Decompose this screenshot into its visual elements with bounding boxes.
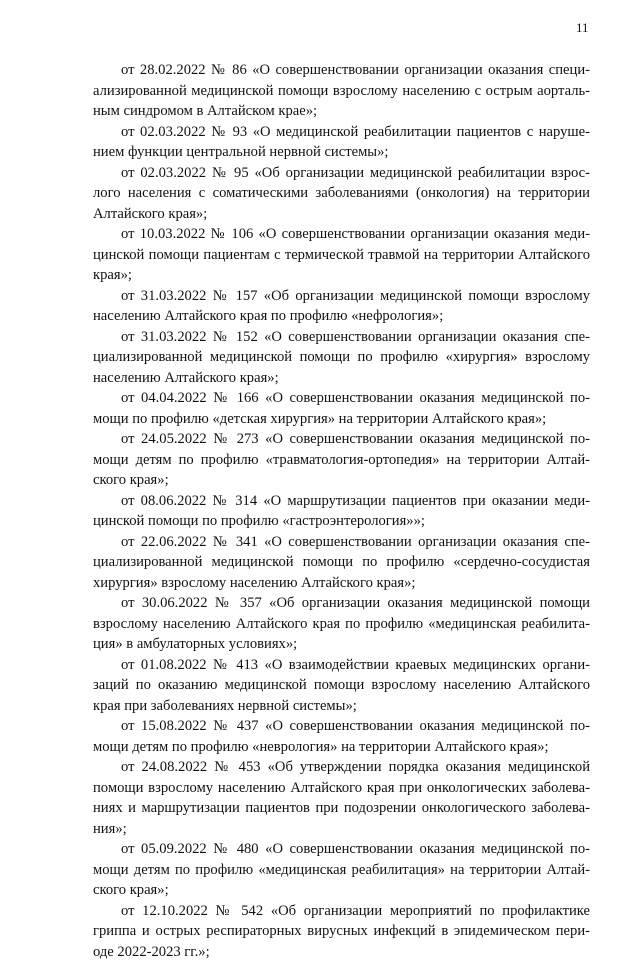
regulation-list-item [93,532,590,594]
text-line: края при заболеваниях нервной системы»; [93,696,590,717]
text-line: от 24.05.2022 № 273 «О совершенствовании оказания медицинской по- [93,429,590,450]
text-line: заций по оказанию медицинской помощи взрослому населению Алтайского [93,675,590,696]
regulation-list-item [93,593,590,655]
text-line: от 10.03.2022 № 106 «О совершенствовании организации оказания меди- [93,224,590,245]
text-line: населению Алтайского края по профилю «нефрология»; [93,306,590,327]
text-line: ализированной медицинской помощи взрослому населению с острым аорталь- [93,81,590,102]
text-line: мощи по профилю «детская хирургия» на территории Алтайского края»; [93,409,590,430]
text-line: от 08.06.2022 № 314 «О маршрутизации пациентов при оказании меди- [93,491,590,512]
text-line: цинской помощи пациентам с термической травмой на территории Алтайского [93,245,590,266]
regulation-list-item [93,901,590,962]
text-line: цинской помощи по профилю «гастроэнтерология»»; [93,511,590,532]
text-line: циализированной медицинской помощи по профилю «сердечно-сосудистая [93,552,590,573]
text-line: взрослому населению Алтайского края по профилю «медицинская реабилита- [93,614,590,635]
text-line: от 31.03.2022 № 152 «О совершенствовании организации оказания спе- [93,327,590,348]
text-line: ным синдромом в Алтайском крае»; [93,101,590,122]
text-line: ского края»; [93,470,590,491]
regulation-list-item [93,429,590,491]
text-line: от 02.03.2022 № 93 «О медицинской реабилитации пациентов с наруше- [93,122,590,143]
text-line: нием функции центральной нервной системы»; [93,142,590,163]
text-line: хирургия» взрослому населению Алтайского края»; [93,573,590,594]
regulation-list-item [93,327,590,389]
text-line: от 30.06.2022 № 357 «Об организации оказания медицинской помощи [93,593,590,614]
text-line: от 31.03.2022 № 157 «Об организации медицинской помощи взрослому [93,286,590,307]
text-line: от 24.08.2022 № 453 «Об утверждении порядка оказания медицинской [93,757,590,778]
text-line: от 01.08.2022 № 413 «О взаимодействии краевых медицинских органи- [93,655,590,676]
text-line: Алтайского края»; [93,204,590,225]
text-line: от 12.10.2022 № 542 «Об организации мероприятий по профилактике [93,901,590,922]
regulation-list-item [93,163,590,225]
regulation-list-item [93,388,590,429]
regulation-list-item [93,757,590,839]
text-line: населению Алтайского края»; [93,368,590,389]
text-line: от 22.06.2022 № 341 «О совершенствовании организации оказания спе- [93,532,590,553]
regulation-list-item [93,716,590,757]
text-line: циализированной медицинской помощи по профилю «хирургия» взрослому [93,347,590,368]
regulation-list-item [93,491,590,532]
regulation-list-item [93,839,590,901]
text-line: мощи детям по профилю «травматология-ортопедия» на территории Алтай- [93,450,590,471]
text-line: ния»; [93,819,590,840]
text-line: гриппа и острых респираторных вирусных инфекций в эпидемическом пери- [93,921,590,942]
text-line: ниях и маршрутизации пациентов при подозрении онкологического заболева- [93,798,590,819]
text-line: помощи взрослому населению Алтайского края при онкологических заболева- [93,778,590,799]
text-line: лого населения с соматическими заболеваниями (онкология) на территории [93,183,590,204]
text-line: мощи детям по профилю «медицинская реабилитация» на территории Алтай- [93,860,590,881]
text-line: от 04.04.2022 № 166 «О совершенствовании оказания медицинской по- [93,388,590,409]
regulation-list-item [93,224,590,286]
text-line: от 28.02.2022 № 86 «О совершенствовании организации оказания специ- [93,60,590,81]
text-line: ского края»; [93,880,590,901]
text-line: от 15.08.2022 № 437 «О совершенствовании оказания медицинской по- [93,716,590,737]
text-line: от 05.09.2022 № 480 «О совершенствовании оказания медицинской по- [93,839,590,860]
document-body [93,60,590,962]
page-number: 11 [576,21,589,35]
text-line: края»; [93,265,590,286]
text-line: оде 2022-2023 гг.»; [93,942,590,962]
regulation-list-item [93,655,590,717]
regulation-list-item [93,286,590,327]
text-line: мощи детям по профилю «неврология» на территории Алтайского края»; [93,737,590,758]
regulation-list-item [93,60,590,122]
text-line: от 02.03.2022 № 95 «Об организации медицинской реабилитации взрос- [93,163,590,184]
text-line: ция» в амбулаторных условиях»; [93,634,590,655]
regulation-list-item [93,122,590,163]
